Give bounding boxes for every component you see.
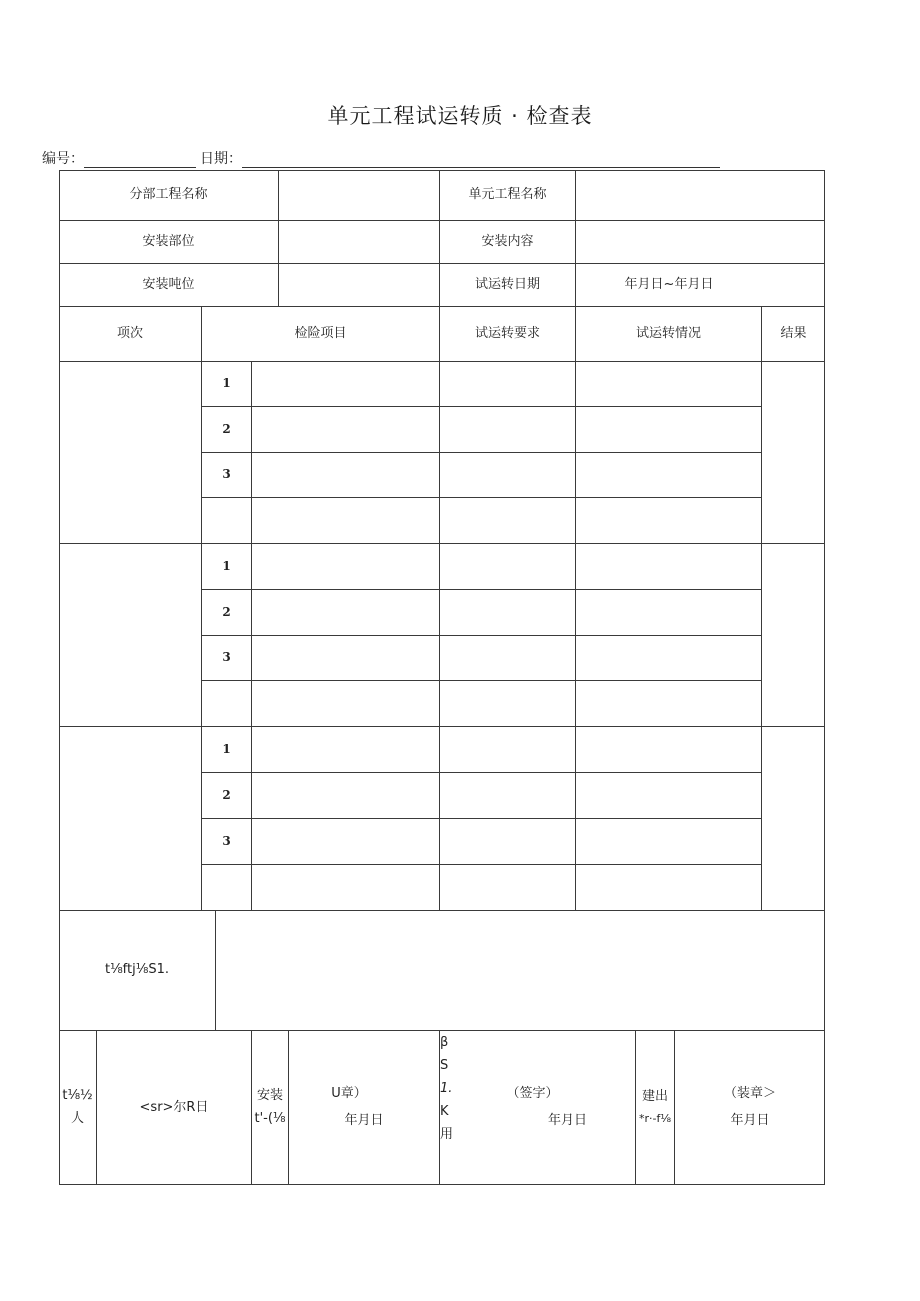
unit-label: 单元工程名称 xyxy=(468,186,547,202)
subproject-label: 分部工程名称 xyxy=(129,186,208,202)
signature-col6-line2: *r·-f⅛ xyxy=(638,1112,672,1126)
number-field[interactable] xyxy=(84,151,196,168)
conclusion-label: t⅛ftj⅛S1. xyxy=(104,962,169,978)
row-number: 1 xyxy=(222,558,231,573)
row-number: 2 xyxy=(222,604,231,619)
column-header-inspection: 检险项目 xyxy=(294,325,347,341)
column-header-item: 项次 xyxy=(116,325,143,341)
signature-col5-date: 年月日 xyxy=(547,1113,587,1128)
signature-col6 xyxy=(636,1031,674,1185)
signature-col5-v1: β xyxy=(440,1035,449,1050)
signature-col5 xyxy=(460,1031,635,1185)
row-number: 1 xyxy=(222,376,231,391)
signature-col5-vertical xyxy=(440,1031,460,1185)
row-number: 3 xyxy=(222,833,231,848)
number-label: 编号： xyxy=(42,151,84,167)
signature-col1 xyxy=(59,1031,96,1185)
install-tonnage-label: 安装吨位 xyxy=(142,276,195,292)
inspection-table xyxy=(59,170,825,1185)
row-number: 3 xyxy=(222,650,231,665)
signature-col1-line1: t⅛½ xyxy=(62,1088,93,1104)
row-number: 2 xyxy=(222,787,231,802)
unit-value[interactable] xyxy=(576,170,825,220)
date-field[interactable] xyxy=(242,151,720,168)
install-part-label: 安装部位 xyxy=(142,233,195,249)
signature-col1-line2: 人 xyxy=(70,1111,84,1126)
row-number: 2 xyxy=(222,421,231,436)
column-header-result: 结果 xyxy=(780,325,807,341)
signature-col5-v3: 1. xyxy=(440,1080,453,1096)
column-header-requirement: 试运转要求 xyxy=(474,325,540,341)
install-tonnage-value[interactable] xyxy=(279,264,439,306)
signature-col4 xyxy=(289,1031,439,1185)
form-meta xyxy=(42,148,720,168)
signature-col2: <sr>尔R日 xyxy=(139,1099,209,1115)
signature-col5-sign: （签字） xyxy=(506,1086,559,1102)
trial-date-label: 试运转日期 xyxy=(474,276,540,292)
row-number: 3 xyxy=(222,467,231,482)
signature-col6-line1: 建出 xyxy=(641,1089,668,1105)
install-part-value[interactable] xyxy=(279,221,439,263)
install-content-label: 安装内容 xyxy=(481,233,534,249)
signature-col5-v5: 用 xyxy=(440,1126,454,1142)
signature-col3-line1: 安装 xyxy=(256,1088,283,1104)
subproject-value[interactable] xyxy=(279,170,439,220)
signature-col3-line2: t'-(⅛ xyxy=(254,1111,286,1126)
column-header-situation: 试运转情况 xyxy=(635,325,701,341)
trial-date-value: 年月日~年月日 xyxy=(624,276,714,292)
signature-col5-v2: S xyxy=(440,1057,449,1073)
signature-col4-line2: 年月日 xyxy=(344,1113,384,1128)
signature-col7-line1: （装章＞ xyxy=(723,1086,776,1102)
conclusion-value[interactable] xyxy=(216,911,825,1030)
form-title: 单元工程试运转质 · 检查表 xyxy=(327,104,593,128)
signature-col7 xyxy=(675,1031,825,1185)
signature-col7-line2: 年月日 xyxy=(730,1113,770,1128)
signature-col5-v4: K xyxy=(440,1103,449,1119)
signature-col3 xyxy=(252,1031,288,1185)
row-number: 1 xyxy=(222,741,231,756)
date-label: 日期： xyxy=(200,151,242,167)
install-content-value[interactable] xyxy=(576,221,825,263)
signature-col4-line1: U章） xyxy=(331,1086,367,1102)
